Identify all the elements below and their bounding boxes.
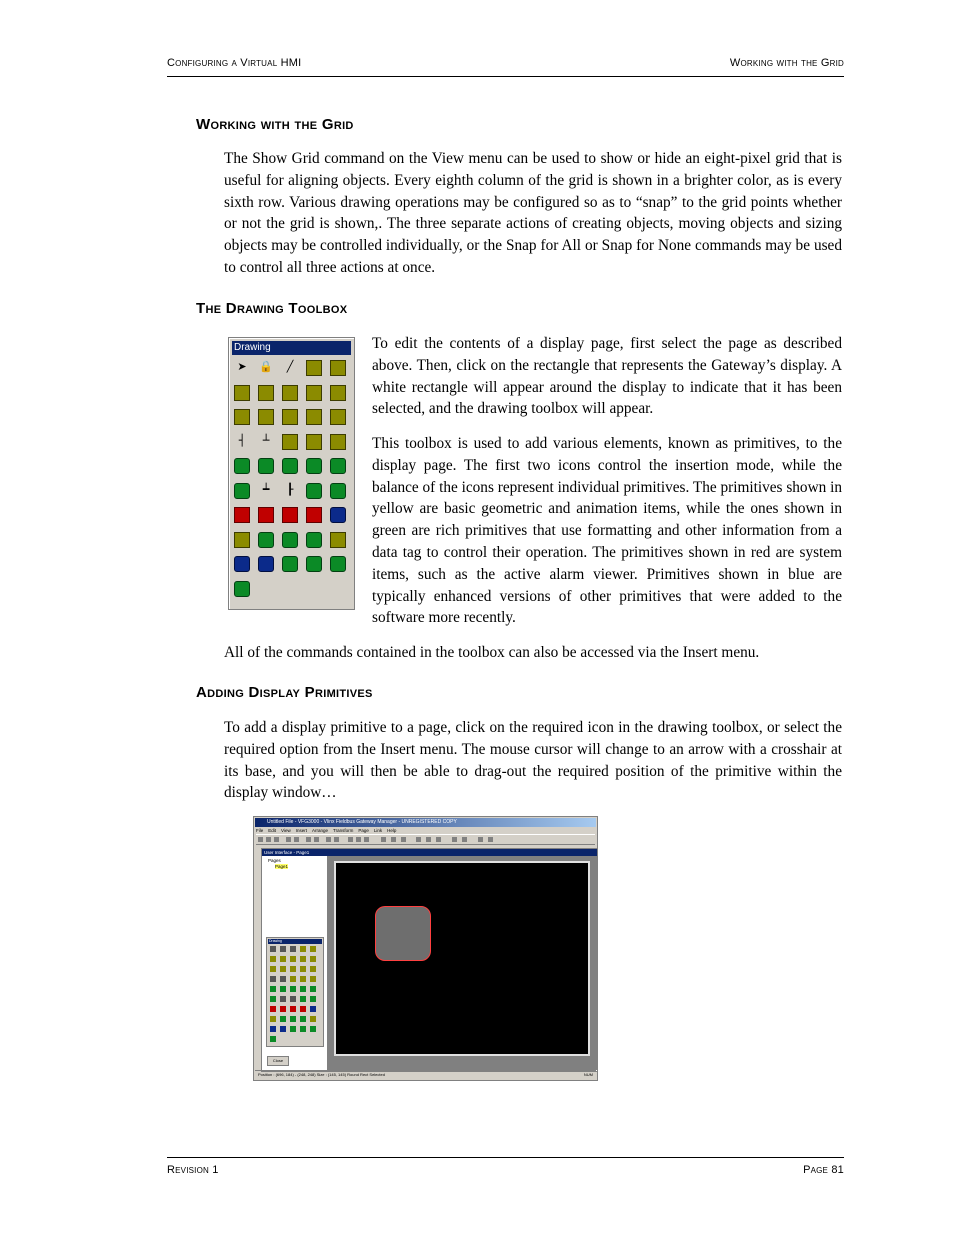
mini-shield-2-icon — [300, 976, 306, 982]
menu-item-help: Help — [387, 828, 397, 833]
status-num: NUM — [583, 1072, 593, 1077]
mini-arrow-box-icon — [280, 966, 286, 972]
shield-icon — [282, 434, 298, 450]
application-screenshot — [253, 816, 598, 1081]
mini-shield-icon — [290, 976, 296, 982]
text-abc-icon — [330, 434, 346, 450]
mini-text-ab-blue-icon — [270, 1026, 276, 1032]
menu-item-arrange: Arrange — [311, 828, 328, 833]
drawing-toolbox-figure — [228, 337, 355, 610]
lock-icon: 🔒 — [259, 360, 273, 373]
section-heading-toolbox: The Drawing Toolbox — [196, 300, 348, 317]
alarm-icon — [234, 507, 250, 523]
text-i-blue-icon — [258, 556, 274, 572]
mini-text-i-icon — [300, 986, 306, 992]
mini-horizontal-slider-icon — [290, 996, 296, 1002]
mini-tank-icon — [270, 966, 276, 972]
alarm-bell-2-icon — [306, 532, 322, 548]
footer-right: Page 81 — [803, 1164, 844, 1176]
menu-item-file: File — [256, 828, 264, 833]
mini-half-ellipse-icon — [310, 956, 316, 962]
mini-triangle-green-icon — [310, 1026, 316, 1032]
triangle-icon — [258, 385, 274, 401]
pages-tree — [263, 856, 328, 1070]
menu-item-view: View — [281, 828, 291, 833]
trend-blue-icon — [330, 507, 346, 523]
alarm-bell-icon — [282, 532, 298, 548]
menu-item-link: Link — [373, 828, 383, 833]
mini-trend-blue-icon — [310, 1006, 316, 1012]
dashes-icon — [282, 507, 298, 523]
horizontal-scale-icon: ┴ — [262, 433, 270, 447]
scatter-icon — [330, 409, 346, 425]
screenshot-inner-window — [261, 848, 598, 1072]
mini-text-ab-icon — [270, 986, 276, 992]
section-heading-grid: Working with the Grid — [196, 116, 354, 133]
menu-item-edit: Edit — [268, 828, 277, 833]
paragraph-grid: The Show Grid command on the View menu can be used to show or hide an eight-pixel grid that is useful for aligning objects. Every eighth column of the grid is shown in a brighter color, as is every sixth row. Various drawing operations may be configured so as to “snap” to the grid points whether or not the grid is shown,. The three separate actions of creating objects, moving objects and sizing objects may be controlled individually, or the Snap for All or Snap for None commands may be used to control all three actions at once. — [224, 150, 842, 276]
pointer-icon: ➤ — [237, 360, 247, 373]
text-pi-icon — [282, 458, 298, 474]
inner-window-title: User Interface - Page1 — [262, 849, 598, 856]
mini-text-abc-icon — [310, 976, 316, 982]
running-header-right: Working with the Grid — [729, 57, 844, 69]
close-button: Close — [267, 1056, 289, 1066]
mini-vertical-slider-icon — [280, 996, 286, 1002]
mini-rect-icon — [300, 946, 306, 952]
mini-text-i-blue-icon — [280, 1026, 286, 1032]
mini-trend-icon — [300, 1006, 306, 1012]
half-ellipse-icon — [330, 385, 346, 401]
mini-gauge-icon — [300, 1026, 306, 1032]
mini-alarm-icon — [270, 1006, 276, 1012]
header-rule — [167, 76, 844, 77]
tag-arrow-icon — [234, 581, 250, 597]
bar-chart-icon — [330, 532, 346, 548]
text-i-icon — [306, 458, 322, 474]
roundrect-icon — [330, 360, 346, 376]
horizontal-slider-icon: ┠ — [286, 482, 294, 496]
trend-icon — [306, 507, 322, 523]
horizontal-bars-icon — [306, 409, 322, 425]
clock-icon — [234, 483, 250, 499]
mini-horizontal-scale-icon — [280, 976, 286, 982]
screenshot-menubar — [256, 827, 401, 834]
triangle-green-icon — [330, 556, 346, 572]
bar-graph-icon — [282, 409, 298, 425]
speaker-icon — [258, 507, 274, 523]
display-canvas — [334, 861, 590, 1056]
mini-alarm-bell-icon — [290, 1016, 296, 1022]
menu-item-transform: Transform — [333, 828, 354, 833]
mini-triangle-icon — [280, 956, 286, 962]
line-icon: ╱ — [286, 360, 294, 373]
mini-square-yellow-icon — [270, 1016, 276, 1022]
menu-item-page: Page — [358, 828, 369, 833]
running-header-left: Configuring a Virtual HMI — [167, 57, 302, 69]
mini-tag-arrow-icon — [270, 1036, 276, 1042]
paragraph-toolbox-colors: This toolbox is used to add various elements, known as primitives, to the display page. The first two icons control the insertion mode, while the balance of the icons represent individual primitives. The primitives shown in yellow are basic geometric and animation items, while the ones shown in green are rich primitives that use formatting and other information from a data tag to control their operation. The primitives shown in red are system items, such as the active alarm viewer. Primitives shown in blue are typically enhanced versions of other primitives that were added to the software more recently. — [372, 435, 842, 627]
pie-icon — [282, 556, 298, 572]
rect-icon — [306, 360, 322, 376]
paragraph-adding: To add a display primitive to a page, click on the required icon in the drawing toolbox, or select the required option from the Insert menu. The mouse cursor will change to an arrow with a crosshair at its base, and you will then be able to drag-out the required position of the primitive within the display window… — [224, 719, 842, 802]
3d-rect-icon — [234, 385, 250, 401]
mini-text-abc-icon — [310, 986, 316, 992]
quadrant-icon — [306, 385, 322, 401]
round-rect-primitive — [375, 906, 431, 961]
tree-item-page1: Page1 — [275, 864, 289, 869]
mini-line-icon — [290, 946, 296, 952]
mini-horizontal-bars-icon — [300, 966, 306, 972]
tank-icon — [234, 409, 250, 425]
mini-lock-icon — [280, 946, 286, 952]
mini-vertical-scale-icon — [270, 976, 276, 982]
mini-roundrect-icon — [310, 946, 316, 952]
mini-toolbox-title: Drawing — [268, 939, 322, 944]
mini-pie-icon — [290, 1026, 296, 1032]
mini-bar-graph-icon — [290, 966, 296, 972]
mini-pointer-icon — [270, 946, 276, 952]
display-frame — [328, 856, 597, 1070]
mini-scatter-icon — [310, 966, 316, 972]
screenshot-titlebar — [255, 818, 596, 827]
screenshot-title: Untitled File - VFG3000 - Vlinx Fieldbus Gateway Manager - UNREGISTERED COPY — [267, 819, 457, 825]
gauge-icon — [306, 556, 322, 572]
square-yellow-icon — [234, 532, 250, 548]
mini-alarm-bell-2-icon — [300, 1016, 306, 1022]
footer-rule — [167, 1157, 844, 1158]
screenshot-statusbar — [255, 1070, 596, 1079]
square-green-icon — [258, 532, 274, 548]
mini-clock-icon — [270, 996, 276, 1002]
text-ab-blue-icon — [234, 556, 250, 572]
text-ab-icon — [234, 458, 250, 474]
mini-ellipse-icon — [290, 956, 296, 962]
shield-2-icon — [306, 434, 322, 450]
arrow-box-icon — [258, 409, 274, 425]
status-text: Position : (696, 184) - (248, 248) Size : (145, 145) Round Rect Selected — [258, 1072, 385, 1077]
text-abc-icon — [330, 458, 346, 474]
mini-speaker-icon — [280, 1006, 286, 1012]
mini-battery-icon — [300, 996, 306, 1002]
mini-bar-chart-icon — [310, 1016, 316, 1022]
paragraph-toolbox-intro: To edit the contents of a display page, first select the page as described above. Then, click on the rectangle that represents the Gateway’s display. A white rectangle will appear around the display to indicate that it has been selected, and the drawing toolbox will appear. — [372, 335, 842, 418]
mini-dashes-icon — [290, 1006, 296, 1012]
battery-icon — [306, 483, 322, 499]
mini-text-pi-icon — [290, 986, 296, 992]
vertical-slider-icon: ┷ — [262, 482, 270, 496]
mini-drawing-toolbox — [266, 937, 324, 1047]
section-heading-adding: Adding Display Primitives — [196, 684, 373, 701]
mini-arrow-right-icon — [310, 996, 316, 1002]
toolbox-title: Drawing — [232, 341, 351, 355]
footer-left: Revision 1 — [167, 1164, 219, 1176]
tree-item-pages: Pages — [268, 858, 281, 863]
mini-quadrant-icon — [300, 956, 306, 962]
mini-square-green-icon — [280, 1016, 286, 1022]
arrow-right-icon — [330, 483, 346, 499]
vertical-scale-icon: ┤ — [238, 433, 246, 447]
screenshot-toolbar — [256, 834, 595, 845]
text-00-icon — [258, 458, 274, 474]
mini-3d-rect-icon — [270, 956, 276, 962]
mini-text-00-icon — [280, 986, 286, 992]
menu-item-insert: Insert — [295, 828, 307, 833]
paragraph-toolbox-insert: All of the commands contained in the toolbox can also be accessed via the Insert menu. — [224, 644, 760, 661]
ellipse-icon — [282, 385, 298, 401]
